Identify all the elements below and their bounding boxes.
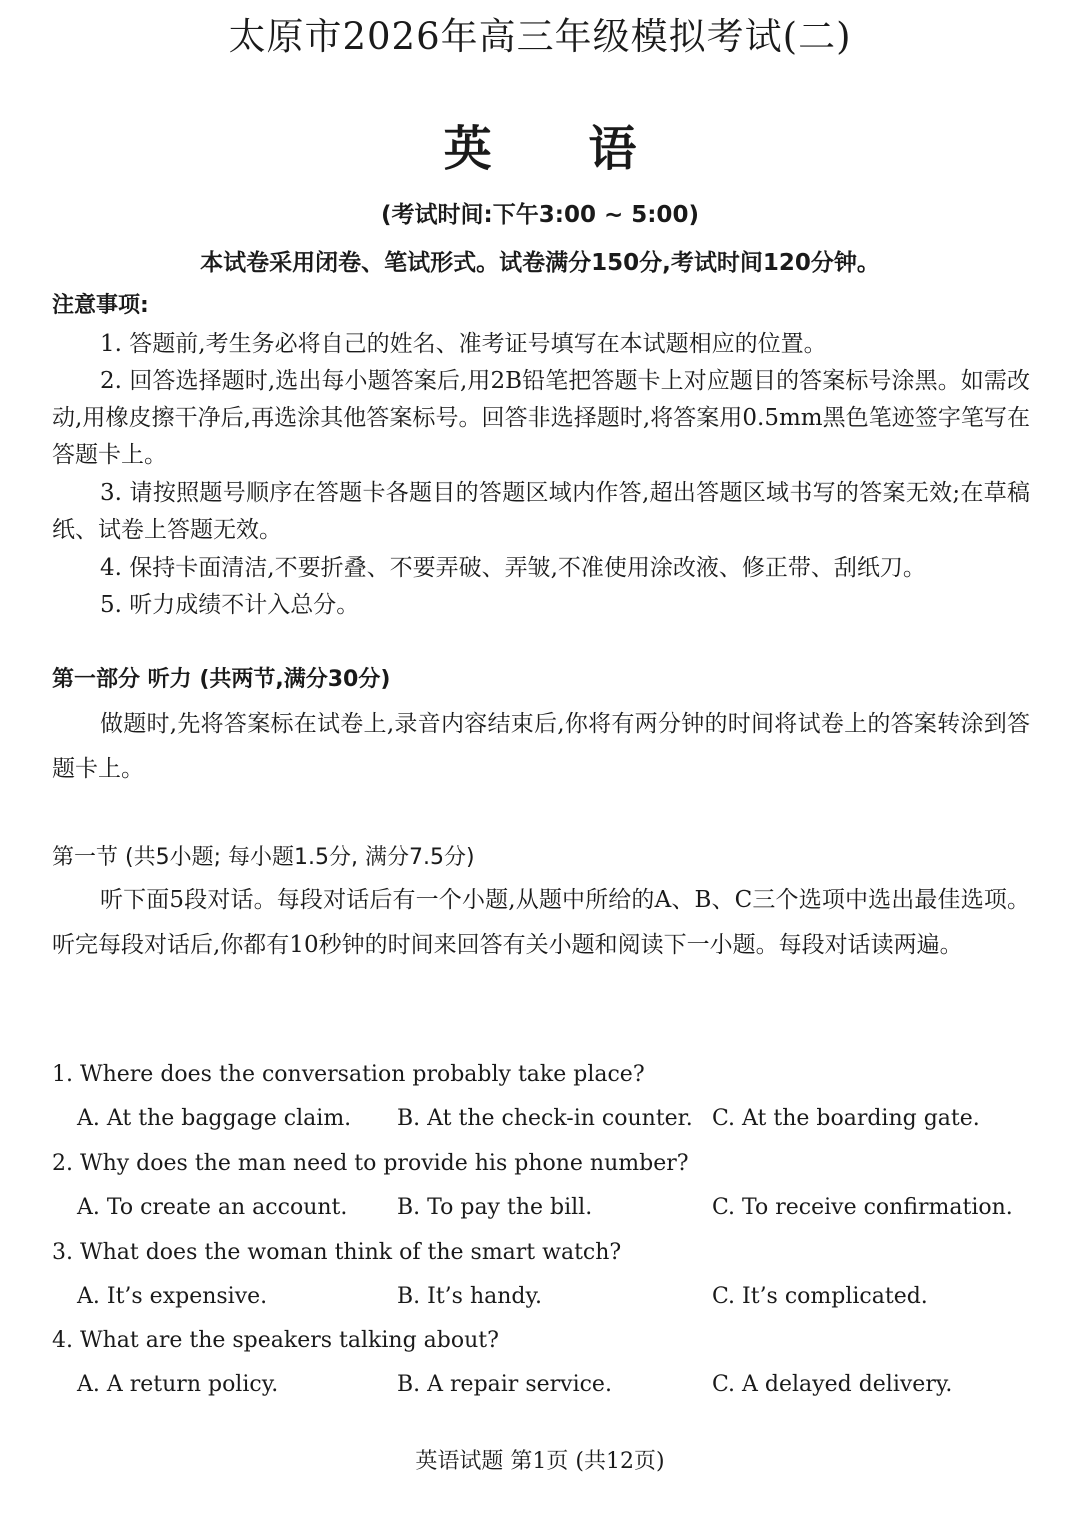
notice-item-4: 4. 保持卡面清洁,不要折叠、不要弄破、弄皱,不准使用涂改液、修正带、刮纸刀。 xyxy=(100,555,926,581)
q4-option-c: C. A delayed delivery. xyxy=(712,1372,953,1397)
q2-option-a: A. To create an account. xyxy=(77,1195,348,1220)
exam-title: 太原市2026年高三年级模拟考试(二) xyxy=(228,15,852,58)
page-footer: 英语试题 第1页 (共12页) xyxy=(415,1449,665,1474)
q2-option-c: C. To receive confirmation. xyxy=(712,1195,1013,1220)
question-2: 2. Why does the man need to provide his phone number? xyxy=(52,1151,689,1176)
q3-option-b: B. It’s handy. xyxy=(397,1284,542,1309)
notice-item-3: 3. 请按照题号顺序在答题卡各题目的答题区域内作答,超出答题区域书写的答案无效;在草稿纸、试卷上答题无效。 xyxy=(52,480,1030,543)
question-1: 1. Where does the conversation probably take place? xyxy=(52,1062,645,1087)
part1-instruction: 做题时,先将答案标在试卷上,录音内容结束后,你将有两分钟的时间将试卷上的答案转涂到答题卡上。 xyxy=(52,711,1030,782)
q4-option-a: A. A return policy. xyxy=(77,1372,279,1397)
section1-title: 第一节 (共5小题; 每小题1.5分, 满分7.5分) xyxy=(52,845,475,870)
notice-item-1: 1. 答题前,考生务必将自己的姓名、准考证号填写在本试题相应的位置。 xyxy=(100,331,827,357)
q1-option-b: B. At the check-in counter. xyxy=(397,1106,693,1131)
notice-item-2: 2. 回答选择题时,选出每小题答案后,用2B铅笔把答题卡上对应题目的答案标号涂黑。如需改动,用橡皮擦干净后,再选涂其他答案标号。回答非选择题时,将答案用0.5mm黑色笔迹签字笔写在答题卡上。 xyxy=(52,368,1030,468)
subject-title: 英 语 xyxy=(443,121,677,177)
q3-option-c: C. It’s complicated. xyxy=(712,1284,928,1309)
question-4: 4. What are the speakers talking about? xyxy=(52,1328,499,1353)
notice-title: 注意事项: xyxy=(52,293,149,318)
exam-time: (考试时间:下午3:00 ~ 5:00) xyxy=(381,202,699,228)
exam-intro: 本试卷采用闭卷、笔试形式。试卷满分150分,考试时间120分钟。 xyxy=(200,250,880,276)
notice-item-5: 5. 听力成绩不计入总分。 xyxy=(100,592,360,618)
section1-instruction: 听下面5段对话。每段对话后有一个小题,从题中所给的A、B、C三个选项中选出最佳选项。听完每段对话后,你都有10秒钟的时间来回答有关小题和阅读下一小题。每段对话读两遍。 xyxy=(52,887,1030,958)
question-3: 3. What does the woman think of the smart watch? xyxy=(52,1240,622,1265)
q3-option-a: A. It’s expensive. xyxy=(77,1284,268,1309)
q1-option-a: A. At the baggage claim. xyxy=(77,1106,352,1131)
q2-option-b: B. To pay the bill. xyxy=(397,1195,593,1220)
q1-option-c: C. At the boarding gate. xyxy=(712,1106,980,1131)
part1-title: 第一部分 听力 (共两节,满分30分) xyxy=(52,667,391,692)
q4-option-b: B. A repair service. xyxy=(397,1372,612,1397)
